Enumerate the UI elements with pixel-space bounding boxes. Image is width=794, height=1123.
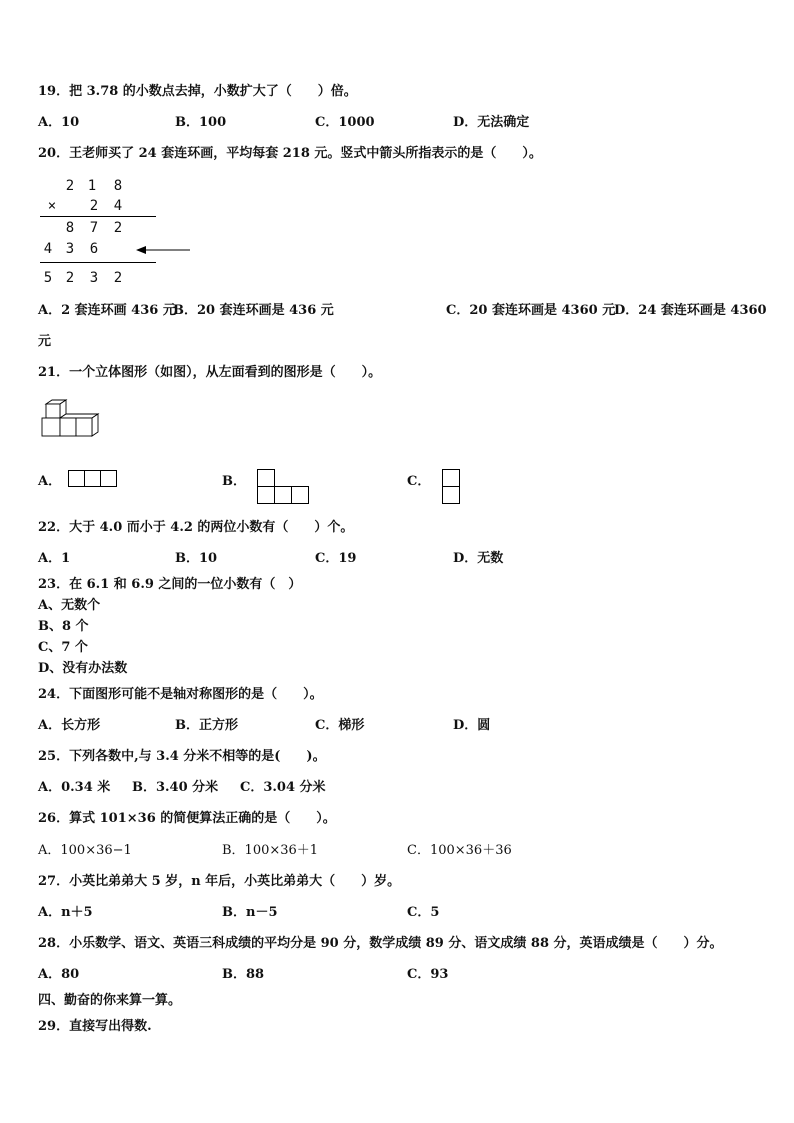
q27-option-c[interactable]: C．5 (407, 905, 440, 920)
calc-digit: 3 (89, 270, 99, 286)
l-shape-squares-figure (257, 469, 311, 507)
q21-stem: 21．一个立体图形（如图），从左面看到的图形是（ ）。 (38, 365, 382, 380)
arrow-left-icon (136, 244, 192, 256)
two-squares-column-figure (442, 469, 462, 507)
calc-digit: 8 (65, 220, 75, 236)
q19-option-c[interactable]: C．1000 (315, 115, 375, 130)
q29-stem: 29．直接写出得数. (38, 1019, 152, 1034)
calc-digit: 4 (113, 198, 123, 214)
q26-stem: 26．算式 101×36 的简便算法正确的是（ ）。 (38, 811, 336, 826)
calc-line-1 (40, 216, 156, 217)
q23-option-a[interactable]: A、无数个 (38, 598, 101, 613)
calc-digit: 1 (87, 178, 97, 194)
q19-option-a[interactable]: A．10 (38, 115, 80, 130)
section-title: 四、勤奋的你来算一算。 (38, 993, 182, 1008)
q22-option-d[interactable]: D．无数 (453, 551, 504, 566)
q20-option-b[interactable]: B．20 套连环画是 436 元 (173, 303, 334, 318)
q23-option-d[interactable]: D、没有办法数 (38, 661, 128, 676)
q24-option-b[interactable]: B．正方形 (175, 718, 238, 733)
q23-stem: 23．在 6.1 和 6.9 之间的一位小数有（ ） (38, 577, 302, 592)
q28-stem: 28．小乐数学、语文、英语三科成绩的平均分是 90 分，数学成绩 89 分、语文成绩 88 分，英语成绩是（ ）分。 (38, 936, 723, 951)
calc-digit: 2 (113, 270, 123, 286)
q25-stem: 25．下列各数中,与 3.4 分米不相等的是( )。 (38, 749, 326, 764)
q24-option-c[interactable]: C．梯形 (315, 718, 365, 733)
q25-option-b[interactable]: B．3.40 分米 (132, 780, 219, 795)
q21-option-c[interactable]: C． (407, 474, 431, 489)
calc-digit: 2 (65, 270, 75, 286)
q20-stem: 20．王老师买了 24 套连环画，平均每套 218 元。竖式中箭头所指表示的是（ ）。 (38, 146, 542, 161)
q25-option-c[interactable]: C．3.04 分米 (240, 780, 326, 795)
q26-option-b[interactable]: B．100×36＋1 (222, 843, 319, 858)
q22-option-b[interactable]: B．10 (175, 551, 218, 566)
q19-option-b[interactable]: B．100 (175, 115, 227, 130)
q23-option-c[interactable]: C、7 个 (38, 640, 88, 655)
calc-digit: 5 (43, 270, 53, 286)
q27-stem: 27．小英比弟弟大 5 岁，n 年后，小英比弟弟大（ ）岁。 (38, 874, 401, 889)
q25-option-a[interactable]: A．0.34 米 (38, 780, 111, 795)
solid-figure-illustration (40, 398, 102, 440)
q24-option-a[interactable]: A．长方形 (38, 718, 101, 733)
calc-digit: 8 (113, 178, 123, 194)
q24-option-d[interactable]: D．圆 (453, 718, 491, 733)
q26-option-a[interactable]: A．100×36−1 (38, 843, 132, 858)
q20-option-c[interactable]: C．20 套连环画是 4360 元 (446, 303, 616, 318)
q28-option-a[interactable]: A．80 (38, 967, 80, 982)
q20-option-d-wrap: 元 (38, 334, 52, 349)
three-squares-row-figure (68, 470, 120, 488)
q22-option-c[interactable]: C．19 (315, 551, 357, 566)
q23-option-b[interactable]: B、8 个 (38, 619, 89, 634)
q27-option-a[interactable]: A．n＋5 (38, 905, 93, 920)
q26-option-c[interactable]: C．100×36＋36 (407, 843, 512, 858)
calc-digit: 4 (43, 241, 53, 257)
calc-line-2 (40, 262, 156, 263)
q28-option-b[interactable]: B．88 (222, 967, 265, 982)
q22-option-a[interactable]: A．1 (38, 551, 71, 566)
q24-stem: 24．下面图形可能不是轴对称图形的是（ ）。 (38, 687, 323, 702)
q19-stem: 19．把 3.78 的小数点去掉，小数扩大了（ ）倍。 (38, 84, 357, 99)
q22-stem: 22．大于 4.0 而小于 4.2 的两位小数有（ ）个。 (38, 520, 354, 535)
q27-option-b[interactable]: B．n－5 (222, 905, 278, 920)
multiply-sign: × (47, 198, 57, 214)
calc-digit: 7 (89, 220, 99, 236)
calc-digit: 3 (65, 241, 75, 257)
q20-option-a[interactable]: A．2 套连环画 436 元 (38, 303, 176, 318)
calc-digit: 2 (89, 198, 99, 214)
calc-digit: 2 (113, 220, 123, 236)
calc-digit: 6 (89, 241, 99, 257)
q21-option-b[interactable]: B． (222, 474, 246, 489)
calc-digit: 2 (65, 178, 75, 194)
q21-option-a[interactable]: A． (38, 474, 62, 489)
q19-option-d[interactable]: D．无法确定 (453, 115, 530, 130)
q28-option-c[interactable]: C．93 (407, 967, 449, 982)
q20-option-d[interactable]: D．24 套连环画是 4360 (614, 303, 767, 318)
